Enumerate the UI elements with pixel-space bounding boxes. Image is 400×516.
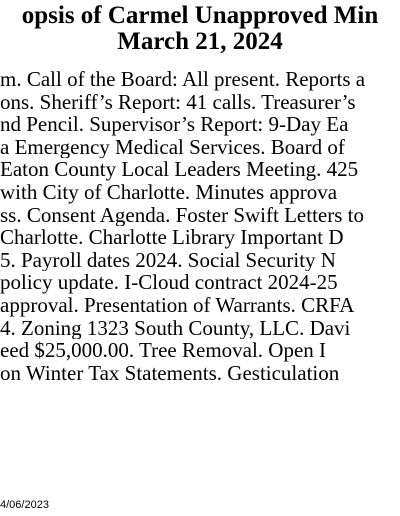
notice-title-line-1: opsis of Carmel Unapproved Min: [21, 2, 379, 29]
body-line: Eaton County Local Leaders Meeting. 425: [0, 158, 359, 181]
footer-date: 4/06/2023: [0, 499, 49, 511]
body-line: Charlotte. Charlotte Library Important D: [0, 226, 344, 249]
body-line: policy update. I-Cloud contract 2024-25: [0, 271, 338, 294]
body-line: eed $25,000.00. Tree Removal. Open I: [0, 339, 327, 362]
notice-title: [0, 3, 400, 55]
notice-body: [0, 68, 400, 384]
body-line: approval. Presentation of Warrants. CRFA: [0, 293, 355, 317]
body-line: nd Pencil. Supervisor’s Report: 9-Day Ea: [0, 113, 349, 136]
notice-title-date: March 21, 2024: [117, 28, 283, 55]
body-line: with City of Charlotte. Minutes approva: [0, 180, 338, 204]
body-line: on Winter Tax Statements. Gesticulation: [0, 361, 340, 385]
body-line: ons. Sheriff’s Report: 41 calls. Treasurer’s: [0, 90, 356, 114]
body-line: a Emergency Medical Services. Board of: [0, 135, 345, 159]
body-line: 5. Payroll dates 2024. Social Security N: [0, 248, 336, 272]
body-line: m. Call of the Board: All present. Reports a: [0, 68, 366, 91]
body-line: ss. Consent Agenda. Foster Swift Letters to: [0, 203, 364, 227]
body-line: 4. Zoning 1323 South County, LLC. Davi: [0, 316, 351, 340]
